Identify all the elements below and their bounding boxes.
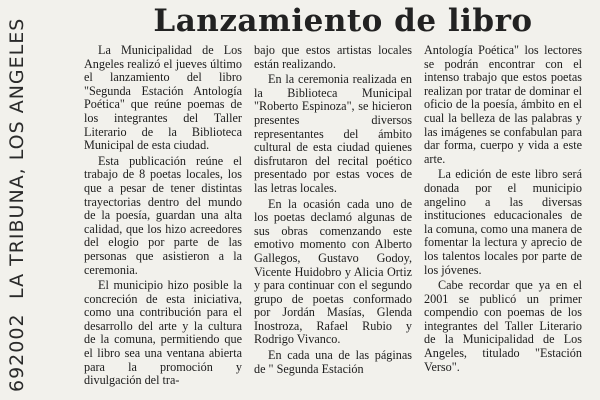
archive-reference: 692002 bbox=[6, 313, 28, 392]
paragraph: Antología Poética" los lectores se podrán encontrar con el intenso trabajo que estos poetas realizan por tratar de dominar el oficio de la poesía, ámbito en el cual la belleza de las palabras y las imágenes se confabulan para dar forma, cuerpo y vida a este arte. bbox=[424, 43, 582, 166]
article-column-3 bbox=[424, 44, 582, 376]
paragraph: bajo que estos artistas locales están realizando. bbox=[254, 43, 412, 71]
paragraph: El municipio hizo posible la concreción de esta iniciativa, como una contribución para el desarrollo del arte y la cultura de la comuna, permitiendo que el libro sea una ventana abierta para la promoción y divulgación del tra- bbox=[84, 278, 242, 388]
paragraph: Cabe recordar que ya en el 2001 se publicó un primer compendio con poemas de los integrantes del Taller Literario de la Municipalidad de Los Angeles, titulado "Estación Verso". bbox=[424, 278, 582, 374]
paragraph: La edición de este libro será donada por el municipio angelino a las diversas instituciones educacionales de la comuna, como una manera de fomentar la lectura y aprecio de los talentos locales por parte de los jóvenes. bbox=[424, 167, 582, 277]
headline: Lanzamiento de libro bbox=[153, 3, 533, 39]
archive-source: LA TRIBUNA, LOS ANGELES bbox=[6, 17, 28, 299]
article-column-1 bbox=[84, 44, 242, 390]
paragraph: En cada una de las páginas de " Segunda Estación bbox=[254, 348, 412, 376]
paragraph: Esta publicación reúne el trabajo de 8 poetas locales, los que a pesar de tener distintas trayectorias dentro del mundo de la poesía, guardan una alta calidad, que los hizo acreedores del elogio por parte de las personas que asistieron a la ceremonia. bbox=[84, 153, 242, 277]
article-column-2 bbox=[254, 44, 412, 378]
paragraph: En la ceremonia realizada en la Biblioteca Municipal "Roberto Espinoza", se hicieron presentes diversos representantes del ámbito cultural de esta ciudad quienes disfrutaron del recital poético presentado por estas voces de las letras locales. bbox=[254, 72, 412, 195]
archive-annotation bbox=[6, 0, 28, 392]
paragraph: La Municipalidad de Los Angeles realizó el jueves último el lanzamiento del libro "Segunda Estación Antología Poética" que reúne poemas de los integrantes del Taller Literario de la Biblioteca Municipal de esta ciudad. bbox=[84, 43, 242, 153]
paragraph: En la ocasión cada uno de los poetas declamó algunas de sus obras comenzando este emotivo momento con Alberto Gallegos, Gustavo Godoy, Vicente Huidobro y Alicia Ortiz y para continuar con el segundo grupo de poetas conformado por Jordán Masías, Glenda Inostroza, Rafael Rubio y Rodrigo Vivanco. bbox=[254, 196, 412, 347]
